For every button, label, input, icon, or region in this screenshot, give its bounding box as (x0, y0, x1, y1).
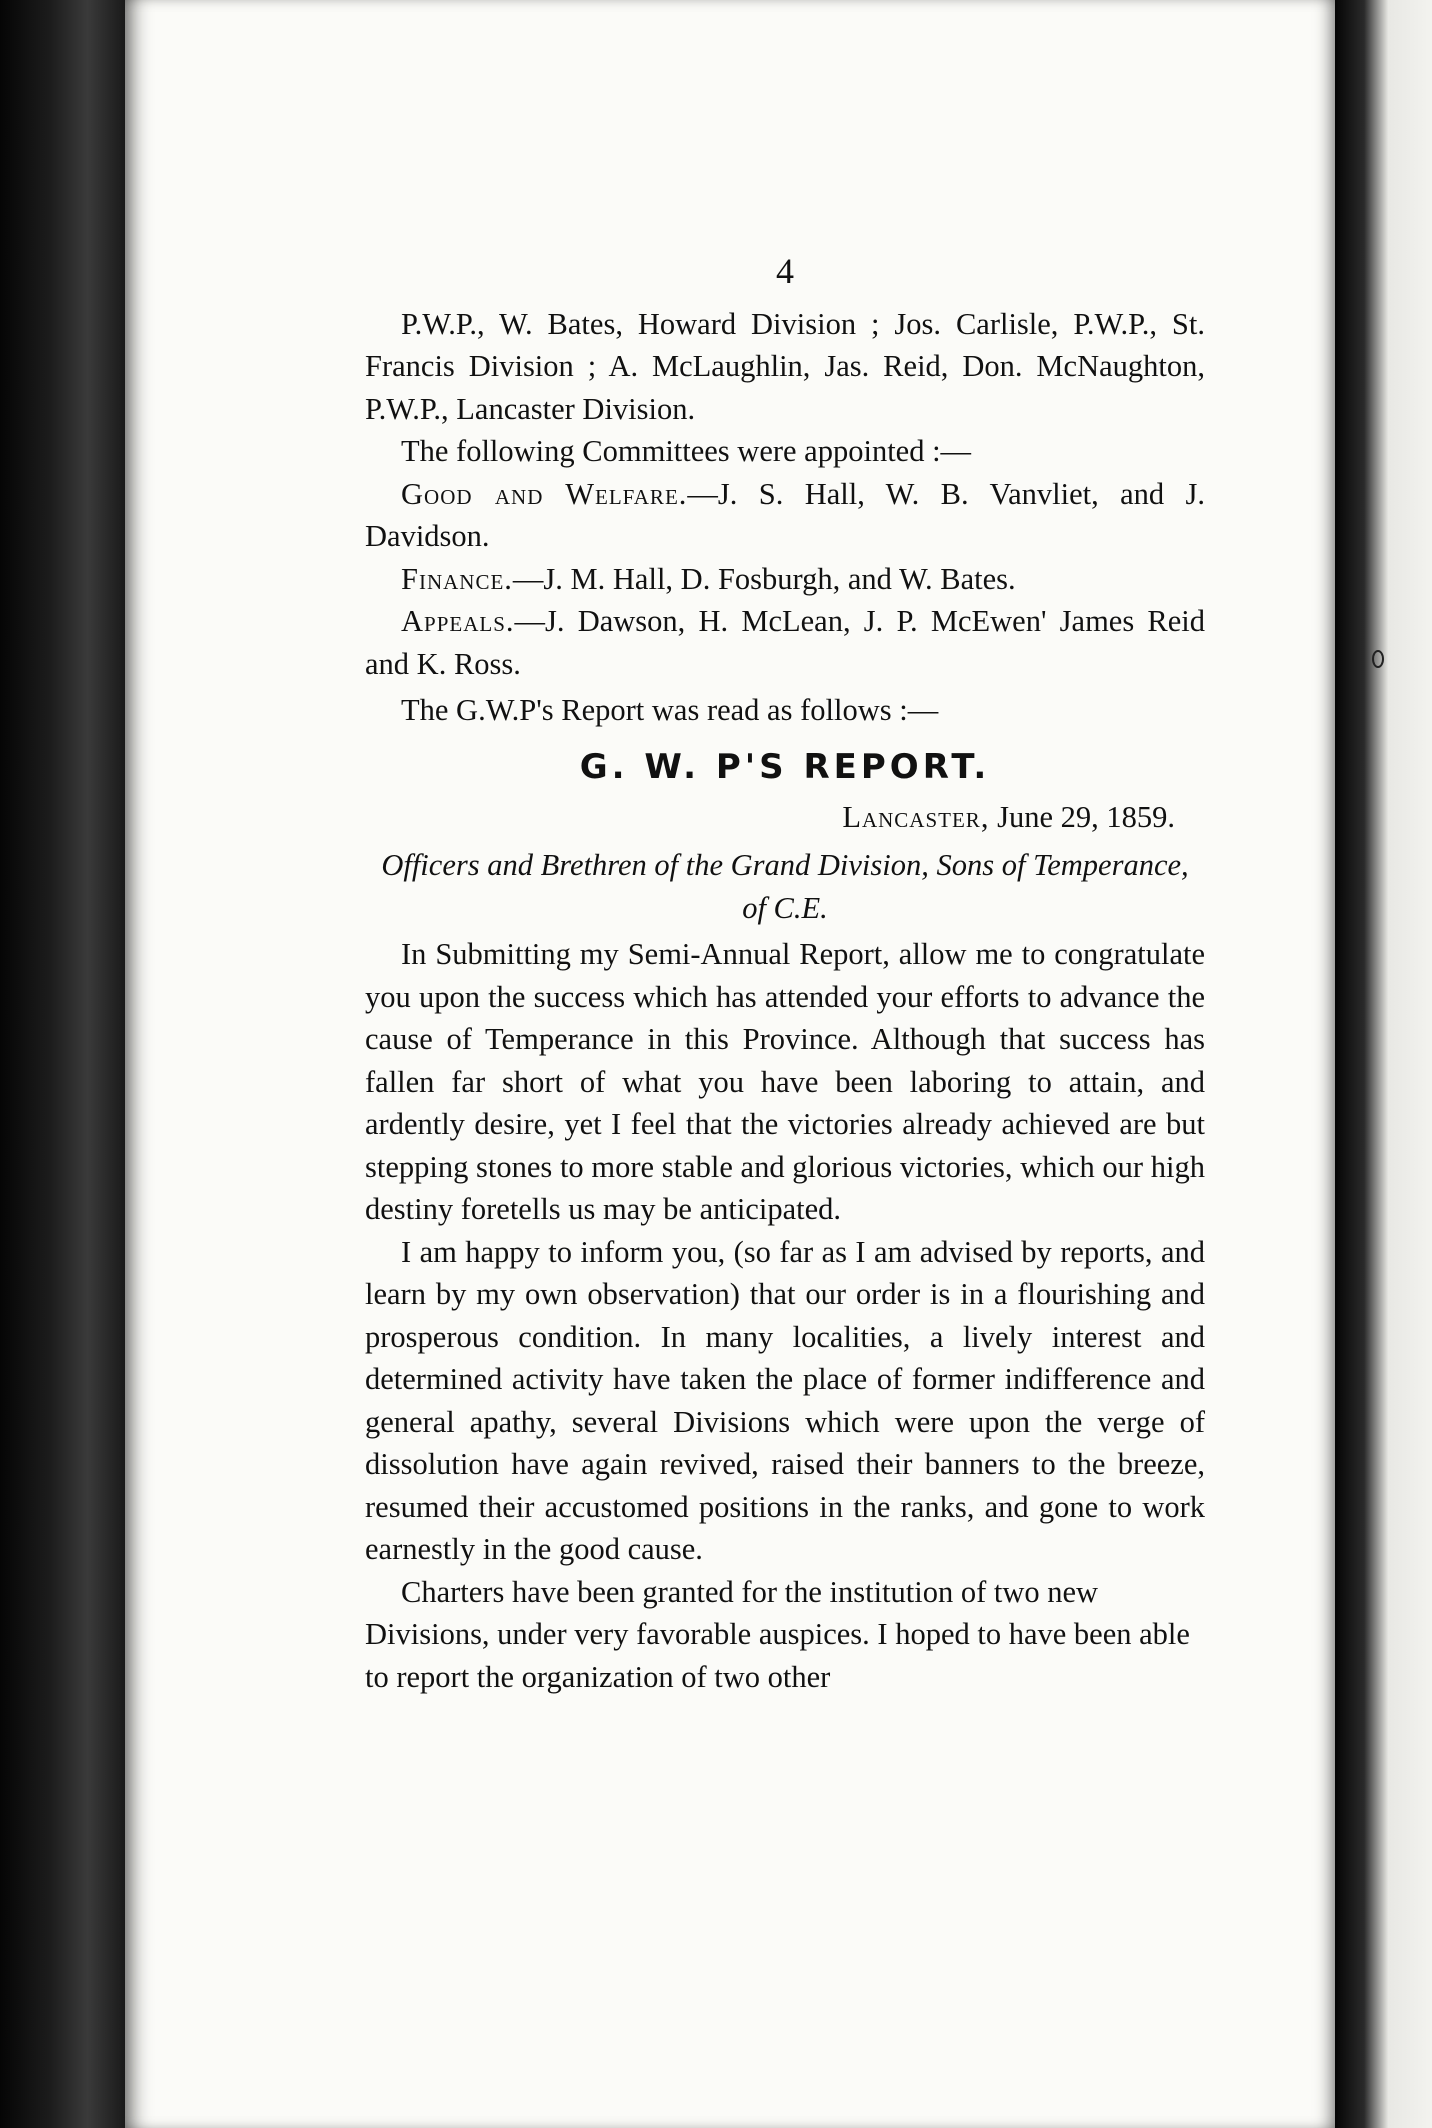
address-salutation: Officers and Brethren of the Grand Division, Sons of Temperance, of C.E. (381, 848, 1189, 925)
committee-good-and-welfare (365, 473, 1205, 558)
committee-name: Finance. (401, 561, 513, 596)
committee-appeals (365, 600, 1205, 685)
committee-members: —J. Dawson, H. McLean, J. P. McEwen' James Reid and K. Ross. (365, 604, 1205, 681)
committee-name: Appeals. (401, 604, 515, 638)
committee-name: Good and Welfare. (401, 476, 688, 511)
attendee-list: P.W.P., W. Bates, Howard Division ; Jos. Carlisle, P.W.P., St. Francis Division ; A. McLaughlin, Jas. Reid, Don. McNaughton, P.W.P., Lancaster Division. (365, 306, 1205, 426)
report-paragraph: I am happy to inform you, (so far as I am advised by reports, and learn by my own observation) that our order is in a flourishing and prosperous condition. In many localities, a lively interest and determined activity have taken the place of former indifference and general apathy, several Divisions which were upon the verge of dissolution have again revived, raised their banners to the breeze, resumed their accustomed positions in the ranks, and gone to work earnestly in the good cause. (365, 1234, 1205, 1566)
page-text (365, 250, 1205, 1698)
report-heading: G. W. P'S REPORT. (579, 746, 991, 787)
dateline-date: June 29, 1859. (997, 799, 1175, 834)
report-paragraph: Charters have been granted for the institution of two new Divisions, under very favorable auspices. I hoped to have been able to report the organization of two other (365, 1574, 1190, 1694)
committee-finance (365, 558, 1205, 601)
report-intro: The G.W.P's Report was read as follows :— (401, 693, 939, 727)
dateline (365, 796, 1175, 839)
report-paragraph: In Submitting my Semi-Annual Report, allow me to congratulate you upon the success which has attended your efforts to advance the cause of Temperance in this Province. Although that success has fallen far short of what you have been laboring to attain, and ardently desire, yet I feel that the victories already achieved are but stepping stones to more stable and glorious victories, which our high destiny foretells us may be anticipated. (365, 937, 1205, 1226)
edge-ink-mark (1372, 650, 1384, 668)
facing-page-edge (1335, 0, 1432, 2128)
committees-intro: The following Committees were appointed :— (401, 434, 972, 468)
page-number: 4 (776, 251, 794, 291)
dateline-place: Lancaster, (842, 799, 990, 834)
book-binding-shadow (0, 0, 125, 2128)
committee-members: —J. M. Hall, D. Fosburgh, and W. Bates. (512, 561, 1016, 596)
committee-members: —J. S. Hall, W. B. Vanvliet, and J. Davidson. (365, 476, 1205, 553)
